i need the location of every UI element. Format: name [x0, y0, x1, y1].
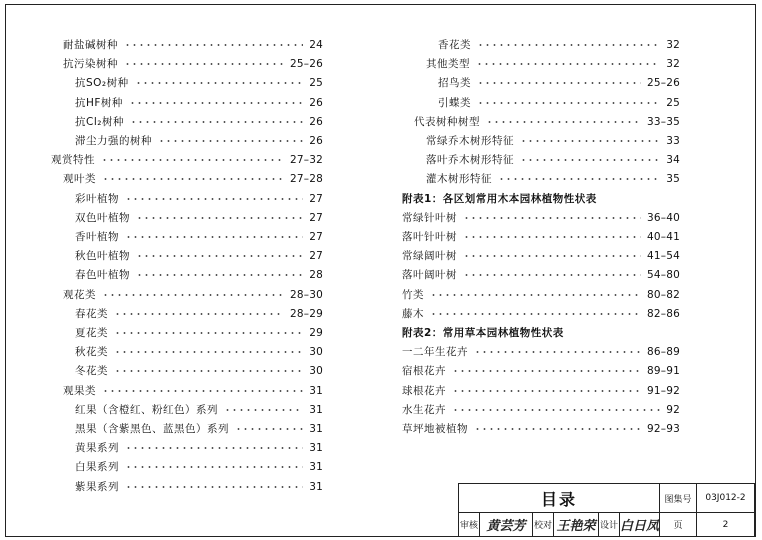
toc-entry-page: 31 — [309, 384, 323, 397]
toc-entry-page: 30 — [309, 346, 323, 359]
toc-entry — [426, 170, 680, 188]
toc-entry-page: 92–93 — [647, 423, 680, 435]
dot-leader — [224, 409, 303, 411]
toc-entry-page: 25 — [666, 96, 680, 109]
toc-entry-label: 常绿针叶树 — [402, 211, 457, 224]
dot-leader — [430, 294, 641, 296]
toc-entry-label: 黑果（含紫黑色、蓝黑色）系列 — [75, 423, 229, 435]
dot-leader — [136, 217, 303, 219]
toc-entry-page: 27 — [309, 231, 323, 243]
dot-leader — [129, 102, 303, 104]
toc-entry-label: 黄果系列 — [75, 442, 119, 455]
toc-entry-label: 常绿乔木树形特征 — [426, 135, 514, 147]
toc-entry-page: 35 — [666, 173, 680, 186]
toc-entry-page: 30 — [309, 365, 323, 378]
dot-leader — [114, 370, 303, 372]
toc-entry-label: 耐盐碱树种 — [63, 39, 118, 51]
toc-section-heading — [402, 324, 722, 342]
toc-entry — [75, 228, 323, 246]
design-signature: 白日凤 — [620, 519, 660, 534]
dot-leader — [125, 447, 303, 449]
atlas-label-cell — [660, 484, 697, 513]
toc-entry-page: 31 — [309, 442, 323, 455]
toc-entry-label: 双色叶植物 — [75, 211, 130, 224]
toc-entry-label: 抗Cl₂树种 — [75, 115, 124, 128]
toc-entry-label: 观赏特性 — [51, 154, 95, 167]
toc-entry-page: 29 — [309, 327, 323, 339]
toc-entry — [75, 324, 323, 342]
toc-entry-label: 常绿阔叶树 — [402, 250, 457, 263]
toc-entry — [426, 151, 680, 169]
toc-entry-page: 33 — [666, 135, 680, 147]
toc-entry — [402, 401, 680, 419]
toc-entry-label: 落叶针叶树 — [402, 231, 457, 243]
toc-entry-page: 80–82 — [647, 288, 680, 301]
dot-leader — [102, 294, 284, 296]
toc-entry-label: 秋色叶植物 — [75, 250, 130, 263]
toc-entry — [438, 36, 680, 54]
toc-entry-page: 89–91 — [647, 365, 680, 378]
toc-entry-label: 春花类 — [75, 307, 108, 320]
toc-entry-label: 球根花卉 — [402, 384, 446, 397]
dot-leader — [520, 140, 660, 142]
dot-leader — [114, 313, 284, 315]
dot-leader — [463, 255, 641, 257]
toc-entry-label: 抗SO₂树种 — [75, 77, 129, 90]
dot-leader — [124, 44, 303, 46]
dot-leader — [477, 82, 641, 84]
toc-entry — [75, 478, 323, 496]
toc-entry — [426, 132, 680, 150]
toc-entry — [75, 209, 323, 227]
toc-entry-page: 36–40 — [647, 211, 680, 224]
toc-entry-page: 26 — [309, 96, 323, 109]
toc-entry — [402, 362, 680, 380]
toc-entry-label: 一二年生花卉 — [402, 346, 468, 359]
toc-entry-page: 34 — [666, 154, 680, 167]
dot-leader — [452, 390, 641, 392]
dot-leader — [463, 217, 641, 219]
toc-entry-label: 藤木 — [402, 307, 424, 320]
toc-entry-label: 春色叶植物 — [75, 269, 130, 282]
toc-entry-page: 32 — [666, 39, 680, 51]
toc-entry-label: 冬花类 — [75, 365, 108, 378]
toc-entry-label: 招鸟类 — [438, 77, 471, 90]
toc-entry — [402, 247, 680, 265]
toc-entry-page: 41–54 — [647, 250, 680, 263]
design-signature-cell — [620, 513, 660, 537]
toc-entry-label: 引蝶类 — [438, 96, 471, 109]
dot-leader — [125, 466, 303, 468]
toc-entry-page: 31 — [309, 423, 323, 435]
review-signature: 黄芸芳 — [486, 519, 526, 534]
dot-leader — [125, 486, 303, 488]
toc-entry-page: 31 — [309, 461, 323, 474]
toc-entry-page: 27 — [309, 192, 323, 205]
toc-entry — [75, 132, 323, 150]
toc-entry-label: 宿根花卉 — [402, 365, 446, 378]
dot-leader — [235, 428, 303, 430]
toc-entry-label: 秋花类 — [75, 346, 108, 359]
toc-entry-label: 落叶乔木树形特征 — [426, 154, 514, 167]
toc-entry — [402, 420, 680, 438]
dot-leader — [452, 409, 660, 411]
toc-entry-page: 27–28 — [290, 173, 323, 186]
toc-entry-page: 27 — [309, 211, 323, 224]
toc-entry-page: 25–26 — [647, 77, 680, 90]
toc-entry — [426, 55, 680, 73]
dot-leader — [125, 236, 303, 238]
dot-leader — [101, 159, 284, 161]
atlas-label: 图集号 — [664, 494, 692, 505]
dot-leader — [477, 102, 660, 104]
toc-entry-label: 观果类 — [63, 384, 96, 397]
toc-entry-page: 24 — [309, 39, 323, 51]
toc-entry-label: 竹类 — [402, 288, 424, 301]
toc-entry — [75, 305, 323, 323]
toc-entry-label: 夏花类 — [75, 327, 108, 339]
toc-entry-label: 草坪地被植物 — [402, 423, 468, 435]
check-label-cell — [533, 513, 554, 537]
toc-entry-page: 26 — [309, 135, 323, 147]
dot-leader — [135, 82, 304, 84]
atlas-number: 03J012-2 — [705, 493, 746, 503]
toc-entry — [75, 343, 323, 361]
toc-entry — [402, 266, 680, 284]
dot-leader — [136, 274, 303, 276]
toc-entry — [51, 151, 323, 169]
toc-entry-label: 红果（含橙红、粉红色）系列 — [75, 403, 218, 416]
toc-entry-page: 25 — [309, 77, 323, 90]
toc-entry-label: 抗污染树种 — [63, 58, 118, 71]
toc-entry — [75, 420, 323, 438]
toc-entry — [75, 458, 323, 476]
toc-entry-page: 86–89 — [647, 346, 680, 359]
toc-entry — [402, 209, 680, 227]
toc-entry-label: 彩叶植物 — [75, 192, 119, 205]
page-number: 2 — [722, 519, 729, 530]
toc-entry-label: 其他类型 — [426, 58, 470, 71]
dot-leader — [498, 178, 660, 180]
toc-entry-label: 灌木树形特征 — [426, 173, 492, 186]
dot-leader — [476, 63, 660, 65]
toc-entry-page: 33–35 — [647, 115, 680, 128]
design-label-cell — [599, 513, 620, 537]
page-label-cell — [660, 513, 697, 537]
dot-leader — [430, 313, 641, 315]
check-label: 校对 — [533, 521, 552, 531]
dot-leader — [463, 274, 641, 276]
toc-entry-page: 40–41 — [647, 231, 680, 243]
toc-entry — [414, 113, 680, 131]
check-signature: 王艳荣 — [556, 519, 596, 534]
toc-entry-label: 落叶阔叶树 — [402, 269, 457, 282]
dot-leader — [477, 44, 660, 46]
dot-leader — [158, 140, 303, 142]
toc-entry — [402, 286, 680, 304]
dot-leader — [520, 159, 660, 161]
review-label: 审核 — [459, 521, 478, 531]
toc-entry — [75, 94, 323, 112]
dot-leader — [486, 121, 641, 123]
toc-entry — [63, 170, 323, 188]
title-block — [458, 483, 755, 537]
toc-entry-page: 31 — [309, 480, 323, 493]
toc-entry — [75, 74, 323, 92]
dot-leader — [114, 351, 303, 353]
dot-leader — [114, 332, 303, 334]
toc-entry-label: 附表1：各区划常用木本园林植物性状表 — [402, 192, 597, 205]
toc-entry — [402, 382, 680, 400]
toc-entry-page: 25–26 — [290, 58, 323, 71]
toc-entry-label: 香花类 — [438, 39, 471, 51]
toc-entry — [75, 113, 323, 131]
check-signature-cell — [554, 513, 599, 537]
dot-leader — [130, 121, 303, 123]
review-signature-cell — [480, 513, 533, 537]
dot-leader — [124, 63, 284, 65]
toc-entry — [75, 247, 323, 265]
toc-entry-page: 27–32 — [290, 154, 323, 167]
atlas-number-cell — [697, 484, 755, 513]
review-label-cell — [459, 513, 480, 537]
toc-entry — [63, 36, 323, 54]
dot-leader — [102, 178, 284, 180]
toc-entry — [402, 343, 680, 361]
toc-entry — [402, 305, 680, 323]
toc-entry — [402, 228, 680, 246]
toc-entry — [75, 401, 323, 419]
toc-entry-page: 91–92 — [647, 384, 680, 397]
toc-entry-label: 观叶类 — [63, 173, 96, 186]
toc-entry-page: 28 — [309, 269, 323, 282]
dot-leader — [102, 390, 303, 392]
toc-entry-label: 白果系列 — [75, 461, 119, 474]
toc-entry-page: 92 — [666, 403, 680, 416]
toc-entry — [438, 94, 680, 112]
page-label: 页 — [673, 521, 683, 531]
toc-entry-page: 27 — [309, 250, 323, 263]
toc-entry-page: 82–86 — [647, 307, 680, 320]
dot-leader — [463, 236, 641, 238]
toc-entry-page: 54–80 — [647, 269, 680, 282]
toc-entry — [75, 266, 323, 284]
toc-entry — [63, 55, 323, 73]
toc-entry — [63, 382, 323, 400]
toc-entry-page: 26 — [309, 115, 323, 128]
page-number-cell — [697, 513, 755, 537]
toc-entry — [75, 362, 323, 380]
title-cell — [459, 484, 660, 513]
toc-entry-page: 28–30 — [290, 288, 323, 301]
toc-entry-label: 水生花卉 — [402, 403, 446, 416]
toc-entry-label: 香叶植物 — [75, 231, 119, 243]
toc-entry-label: 抗HF树种 — [75, 96, 123, 109]
toc-entry-page: 31 — [309, 403, 323, 416]
toc-entry-label: 紫果系列 — [75, 480, 119, 493]
toc-entry-label: 观花类 — [63, 288, 96, 301]
drawing-title: 目录 — [540, 489, 577, 509]
design-label: 设计 — [599, 521, 618, 531]
toc-entry-label: 滞尘力强的树种 — [75, 135, 152, 147]
toc-entry — [75, 439, 323, 457]
dot-leader — [474, 351, 641, 353]
toc-entry-page: 32 — [666, 58, 680, 71]
toc-entry-label: 代表树种树型 — [414, 115, 480, 128]
toc-entry — [75, 190, 323, 208]
toc-section-heading — [402, 190, 722, 208]
dot-leader — [474, 428, 641, 430]
dot-leader — [136, 255, 303, 257]
dot-leader — [452, 370, 641, 372]
toc-entry-page: 28–29 — [290, 307, 323, 320]
dot-leader — [125, 198, 303, 200]
toc-entry — [438, 74, 680, 92]
toc-entry — [63, 286, 323, 304]
toc-entry-label: 附表2：常用草本园林植物性状表 — [402, 327, 564, 339]
